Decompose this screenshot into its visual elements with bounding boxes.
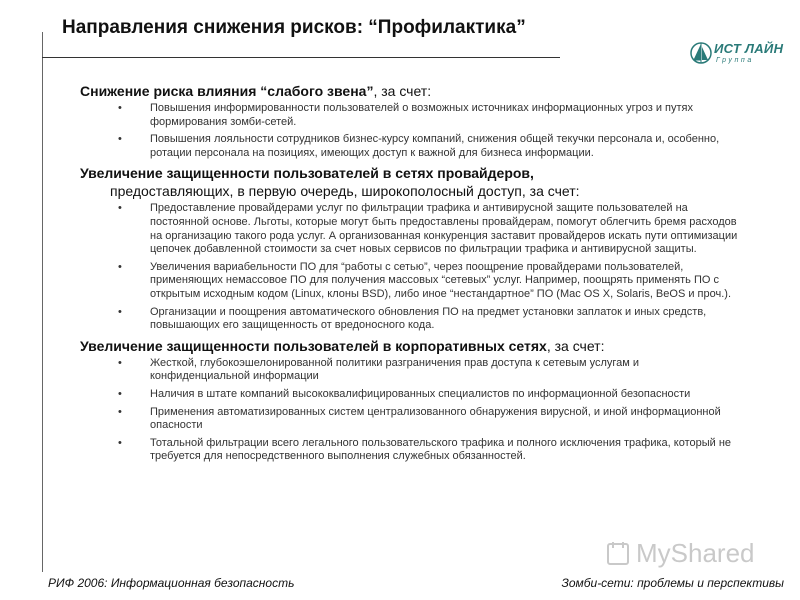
logo-subtitle: Группа [716, 57, 754, 64]
title-underline [42, 57, 560, 58]
slide-title: Направления снижения рисков: “Профилактика” [62, 17, 526, 38]
slide-content [80, 78, 740, 468]
list-item: • Предоставление провайдерами услуг по фильтрации трафика и антивирусной защите пользователей на постоянной основе. Льготы, которые могут быть предоставлены провайдерам, помогут облегчить бремя расходов на организацию такого рода услуг. А организованная конкуренция заставит провайдеров искать пути оптимизации цепочек добавленной стоимости за счет новых сервисов по фильтрации трафика и антивирусной защиты. [118, 202, 738, 256]
list-item: • Применения автоматизированных систем централизованного обнаружения вирусной, и иной информационной опасности [118, 405, 721, 432]
list-item: • Повышения информированности пользователей о возможных источниках информационных угроз и путях формирования зомби-сетей. [118, 102, 693, 128]
bullet-list [80, 102, 740, 160]
list-item: • Наличия в штате компаний высококвалифицированных специалистов по информационной безопасности [118, 387, 691, 400]
logo-name: ИСТ ЛАЙН [714, 41, 784, 56]
list-item: • Жесткой, глубокоэшелонированной политики разграничения прав доступа к сетевым услугам и конфиденциальной информации [118, 356, 640, 383]
section-heading: Снижение риска влияния “слабого звена”, за счет: [80, 83, 432, 99]
section-heading-line2: предоставляющих, в первую очередь, широкополосный доступ, за счет: [110, 183, 580, 200]
watermark [606, 538, 755, 573]
footer-topic: Зомби-сети: проблемы и перспективы [561, 576, 784, 590]
list-item: • Организации и поощрения автоматического обновления ПО на предмет установки заплаток и иных средств, повышающих его защищенность от вредоносного кода. [118, 305, 707, 332]
section-corporate-networks [80, 337, 740, 464]
logo-sail-icon [690, 40, 712, 68]
footer-event: РИФ 2006: Информационная безопасность [48, 576, 295, 590]
section-weak-link [80, 82, 740, 160]
section-heading: Увеличение защищенности пользователей в сетях провайдеров, [80, 165, 534, 182]
watermark-text: MyShared [636, 538, 755, 568]
left-rule [42, 32, 43, 572]
list-item: • Повышения лояльности сотрудников бизнес-курсу компаний, снижения общей текучки персонала и, особенно, ротации персонала на позициях, имеющих доступ к важной для бизнеса информации. [118, 133, 720, 159]
bullet-list [80, 357, 740, 464]
company-logo [690, 40, 784, 70]
list-item: • Тотальной фильтрации всего легального пользовательского трафика и полного исключения трафика, который не требуется для непосредственного выполнения служебных обязанностей. [118, 436, 732, 463]
bullet-list [80, 202, 740, 332]
watermark-icon [606, 538, 632, 568]
list-item: • Увеличения вариабельности ПО для “работы с сетью”, через поощрение провайдерами пользователей, применяющих немассовое ПО для получения массовых “сетевых” услуг. Например, поощрять применять ПО с открытым исходным кодом (Linux, клоны BSD), либо иное “нестандартное” ПО (Mac OS X, Solaris, BeOS и проч.). [118, 260, 731, 300]
section-provider-networks [80, 164, 740, 332]
section-heading: Увеличение защищенности пользователей в корпоративных сетях, за счет: [80, 337, 605, 354]
